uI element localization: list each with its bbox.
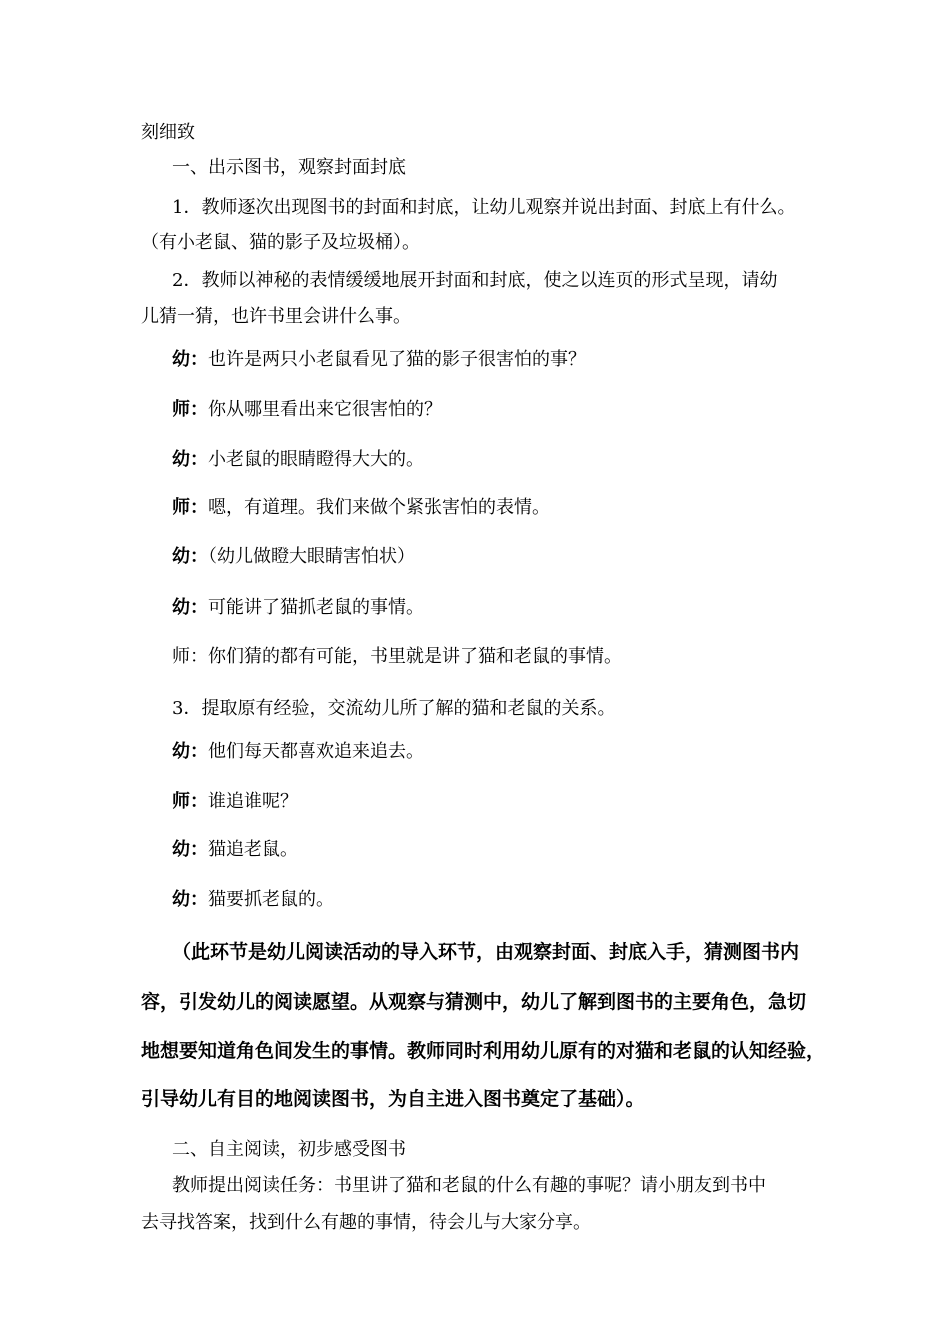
dialogue-text: （幼儿做瞪大眼睛害怕状） (208, 546, 415, 567)
dialogue-text: 猫要抓老鼠的。 (208, 889, 334, 910)
dialogue-text: 你从哪里看出来它很害怕的？ (208, 399, 442, 420)
speaker-label: 师： (172, 791, 208, 812)
item-3: 3．提取原有经验，交流幼儿所了解的猫和老鼠的关系。 (172, 698, 616, 719)
speaker-label: 师： (172, 497, 208, 518)
dialogue-text: 可能讲了猫抓老鼠的事情。 (208, 597, 424, 618)
speaker-label: 师： (172, 646, 208, 667)
dialogue-text: 谁追谁呢？ (208, 791, 298, 812)
continued-text: 刻细致 (141, 122, 195, 143)
commentary-line: （此环节是幼儿阅读活动的导入环节，由观察封面、封底入手，猜测图书内 (172, 941, 800, 963)
dialogue-line (172, 790, 298, 814)
speaker-label: 幼： (172, 839, 208, 860)
dialogue-text: 也许是两只小老鼠看见了猫的影子很害怕的事？ (208, 349, 586, 370)
speaker-label: 幼： (172, 741, 208, 762)
speaker-label: 幼： (172, 449, 208, 470)
commentary-line: 容，引发幼儿的阅读愿望。从观察与猜测中，幼儿了解到图书的主要角色，急切 (141, 991, 807, 1013)
speaker-label: 师： (172, 399, 208, 420)
item-1-line-1: 1．教师逐次出现图书的封面和封底，让幼儿观察并说出封面、封底上有什么。 (172, 197, 796, 218)
item-2-line-2: 儿猜一猜，也许书里会讲什么事。 (141, 306, 411, 327)
dialogue-line (172, 596, 424, 620)
speaker-label: 幼： (172, 597, 208, 618)
dialogue-line (172, 888, 334, 912)
dialogue-line (172, 398, 442, 422)
item-1-line-2: （有小老鼠、猫的影子及垃圾桶）。 (141, 232, 420, 253)
section-heading-2: 二、自主阅读，初步感受图书 (172, 1139, 406, 1160)
dialogue-line (172, 448, 424, 472)
dialogue-line (172, 545, 415, 569)
dialogue-line (172, 348, 586, 372)
commentary-line: 引导幼儿有目的地阅读图书，为自主进入图书奠定了基础）。 (141, 1088, 645, 1110)
dialogue-text: 小老鼠的眼睛瞪得大大的。 (208, 449, 424, 470)
section-heading-1: 一、出示图书，观察封面封底 (172, 157, 406, 178)
dialogue-line (172, 496, 550, 520)
speaker-label: 幼： (172, 546, 208, 567)
speaker-label: 幼： (172, 349, 208, 370)
dialogue-text: 你们猜的都有可能，书里就是讲了猫和老鼠的事情。 (208, 646, 622, 667)
speaker-label: 幼： (172, 889, 208, 910)
dialogue-text: 嗯，有道理。我们来做个紧张害怕的表情。 (208, 497, 550, 518)
item-2-line-1: 2．教师以神秘的表情缓缓地展开封面和封底，使之以连页的形式呈现，请幼 (172, 270, 778, 291)
dialogue-line (172, 645, 622, 669)
dialogue-text: 他们每天都喜欢追来追去。 (208, 741, 424, 762)
dialogue-text: 猫追老鼠。 (208, 839, 298, 860)
section-2-body-line: 教师提出阅读任务：书里讲了猫和老鼠的什么有趣的事呢？请小朋友到书中 (172, 1175, 766, 1196)
dialogue-line (172, 838, 298, 862)
commentary-line: 地想要知道角色间发生的事情。教师同时利用幼儿原有的对猫和老鼠的认知经验， (141, 1040, 826, 1062)
dialogue-line (172, 740, 424, 764)
section-2-body-line: 去寻找答案，找到什么有趣的事情，待会儿与大家分享。 (141, 1212, 591, 1233)
